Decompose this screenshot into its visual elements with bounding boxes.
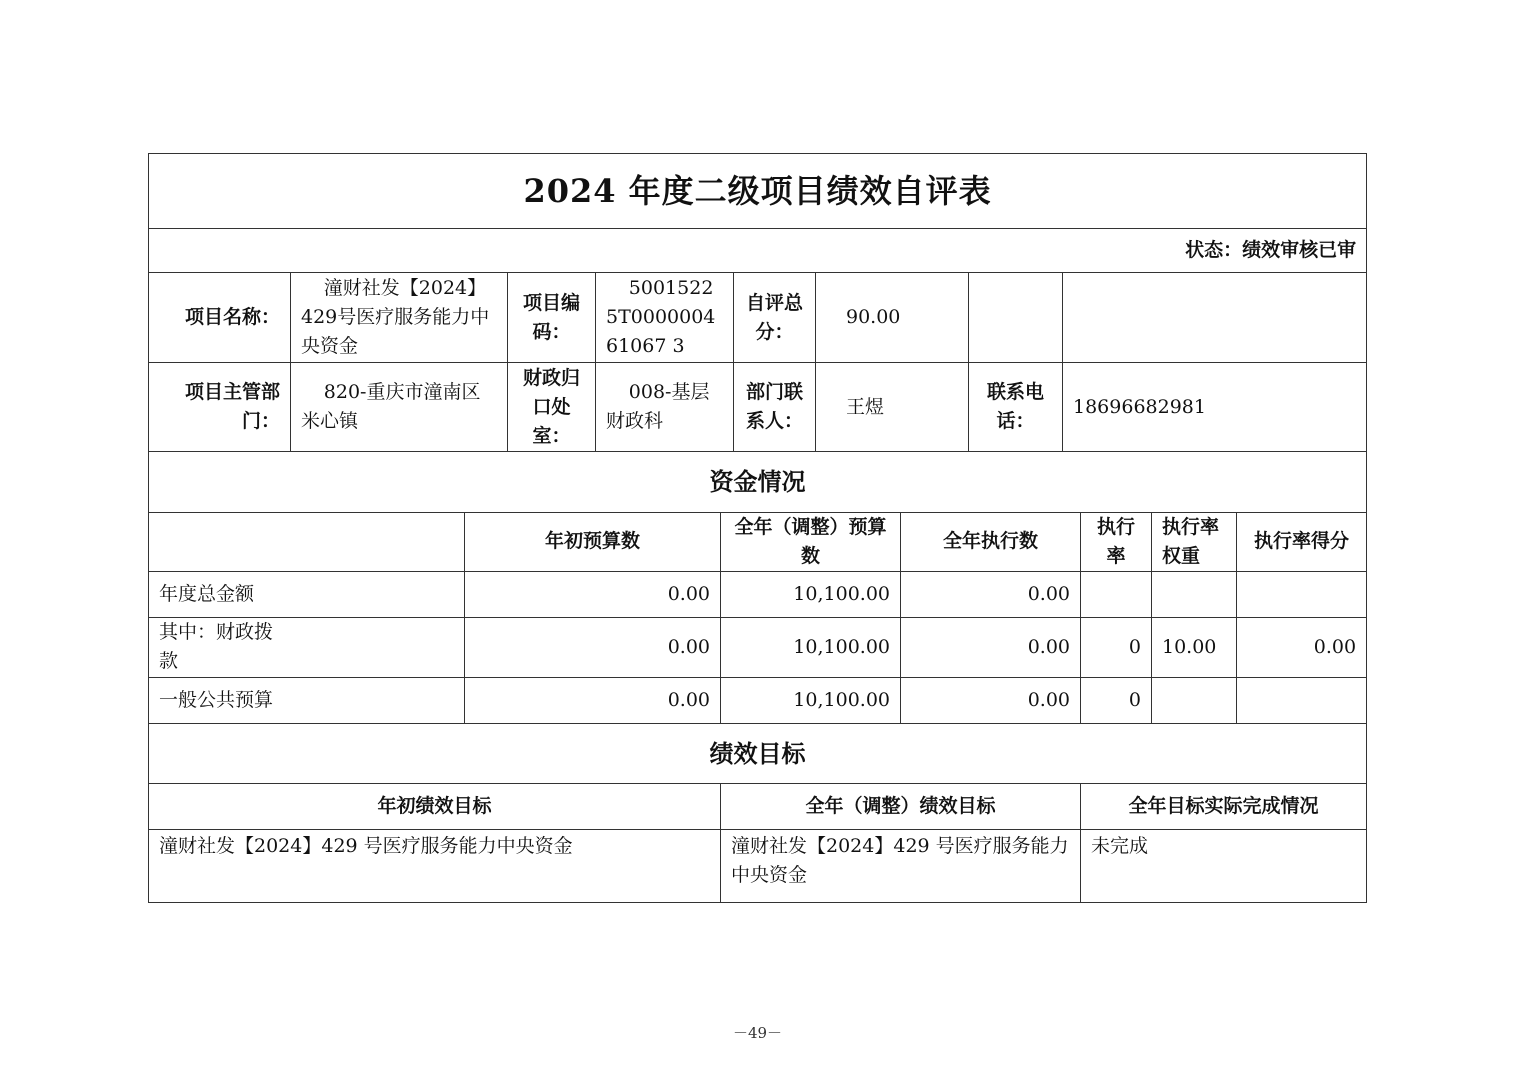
goals-table: [148, 724, 1367, 904]
phone-value: 18696682981: [1063, 363, 1367, 452]
score-label: 自评总分：: [734, 273, 816, 363]
form-title: 2024 年度二级项目绩效自评表: [149, 154, 1367, 229]
status-text: 状态：绩效审核已审: [149, 229, 1367, 273]
project-code-label: 项目编码：: [508, 273, 596, 363]
cell: 10,100.00: [721, 617, 901, 677]
score-value: 90.00: [816, 273, 969, 363]
page-number: －49－: [732, 1024, 783, 1042]
cell: 0.00: [465, 617, 721, 677]
funds-section-title: 资金情况: [149, 452, 1367, 512]
cell: 0.00: [465, 677, 721, 723]
empty-cell: [969, 273, 1063, 363]
contact-label: 部门联系人：: [734, 363, 816, 452]
cell: [1081, 571, 1152, 617]
funds-header: 执行率得分: [1237, 512, 1367, 571]
cell: [1237, 677, 1367, 723]
goals-header: 全年目标实际完成情况: [1081, 784, 1367, 830]
cell: 0.00: [901, 617, 1081, 677]
initial-goal: 潼财社发【2024】429 号医疗服务能力中央资金: [149, 830, 721, 903]
funds-table: [148, 452, 1367, 724]
cell: 0.00: [901, 571, 1081, 617]
row-label: 年度总金额: [149, 571, 465, 617]
phone-label: 联系电话：: [969, 363, 1063, 452]
row-label: 一般公共预算: [149, 677, 465, 723]
project-code-value: 50015225T000000461067 3: [596, 273, 734, 363]
cell: 10.00: [1152, 617, 1237, 677]
funds-header: [149, 512, 465, 571]
cell: 0: [1081, 677, 1152, 723]
funds-header: 全年执行数: [901, 512, 1081, 571]
cell: 0.00: [901, 677, 1081, 723]
cell: 0: [1081, 617, 1152, 677]
table-row: [149, 677, 1367, 723]
table-row: [149, 617, 1367, 677]
empty-cell: [1063, 273, 1367, 363]
info-table: [148, 153, 1367, 452]
finance-label: 财政归口处室：: [508, 363, 596, 452]
row-label: 其中：财政拨款: [149, 617, 465, 677]
cell: [1152, 677, 1237, 723]
project-name-label: 项目名称：: [149, 273, 291, 363]
goals-header: 全年（调整）绩效目标: [721, 784, 1081, 830]
contact-value: 王煜: [816, 363, 969, 452]
cell: 0.00: [1237, 617, 1367, 677]
cell: 0.00: [465, 571, 721, 617]
adjusted-goal: 潼财社发【2024】429 号医疗服务能力中央资金: [721, 830, 1081, 903]
table-row: [149, 830, 1367, 903]
dept-value: 820-重庆市潼南区米心镇: [291, 363, 508, 452]
dept-label: 项目主管部门：: [149, 363, 291, 452]
cell: 10,100.00: [721, 677, 901, 723]
project-name-value: 潼财社发【2024】429号医疗服务能力中央资金: [291, 273, 508, 363]
cell: [1152, 571, 1237, 617]
cell: [1237, 571, 1367, 617]
goals-section-title: 绩效目标: [149, 724, 1367, 784]
finance-value: 008-基层财政科: [596, 363, 734, 452]
table-row: [149, 571, 1367, 617]
funds-header: 年初预算数: [465, 512, 721, 571]
completion-status: 未完成: [1081, 830, 1367, 903]
funds-header: 执行率权重: [1152, 512, 1237, 571]
goals-header: 年初绩效目标: [149, 784, 721, 830]
evaluation-form: [148, 153, 1366, 903]
cell: 10,100.00: [721, 571, 901, 617]
funds-header: 执行率: [1081, 512, 1152, 571]
funds-header: 全年（调整）预算数: [721, 512, 901, 571]
